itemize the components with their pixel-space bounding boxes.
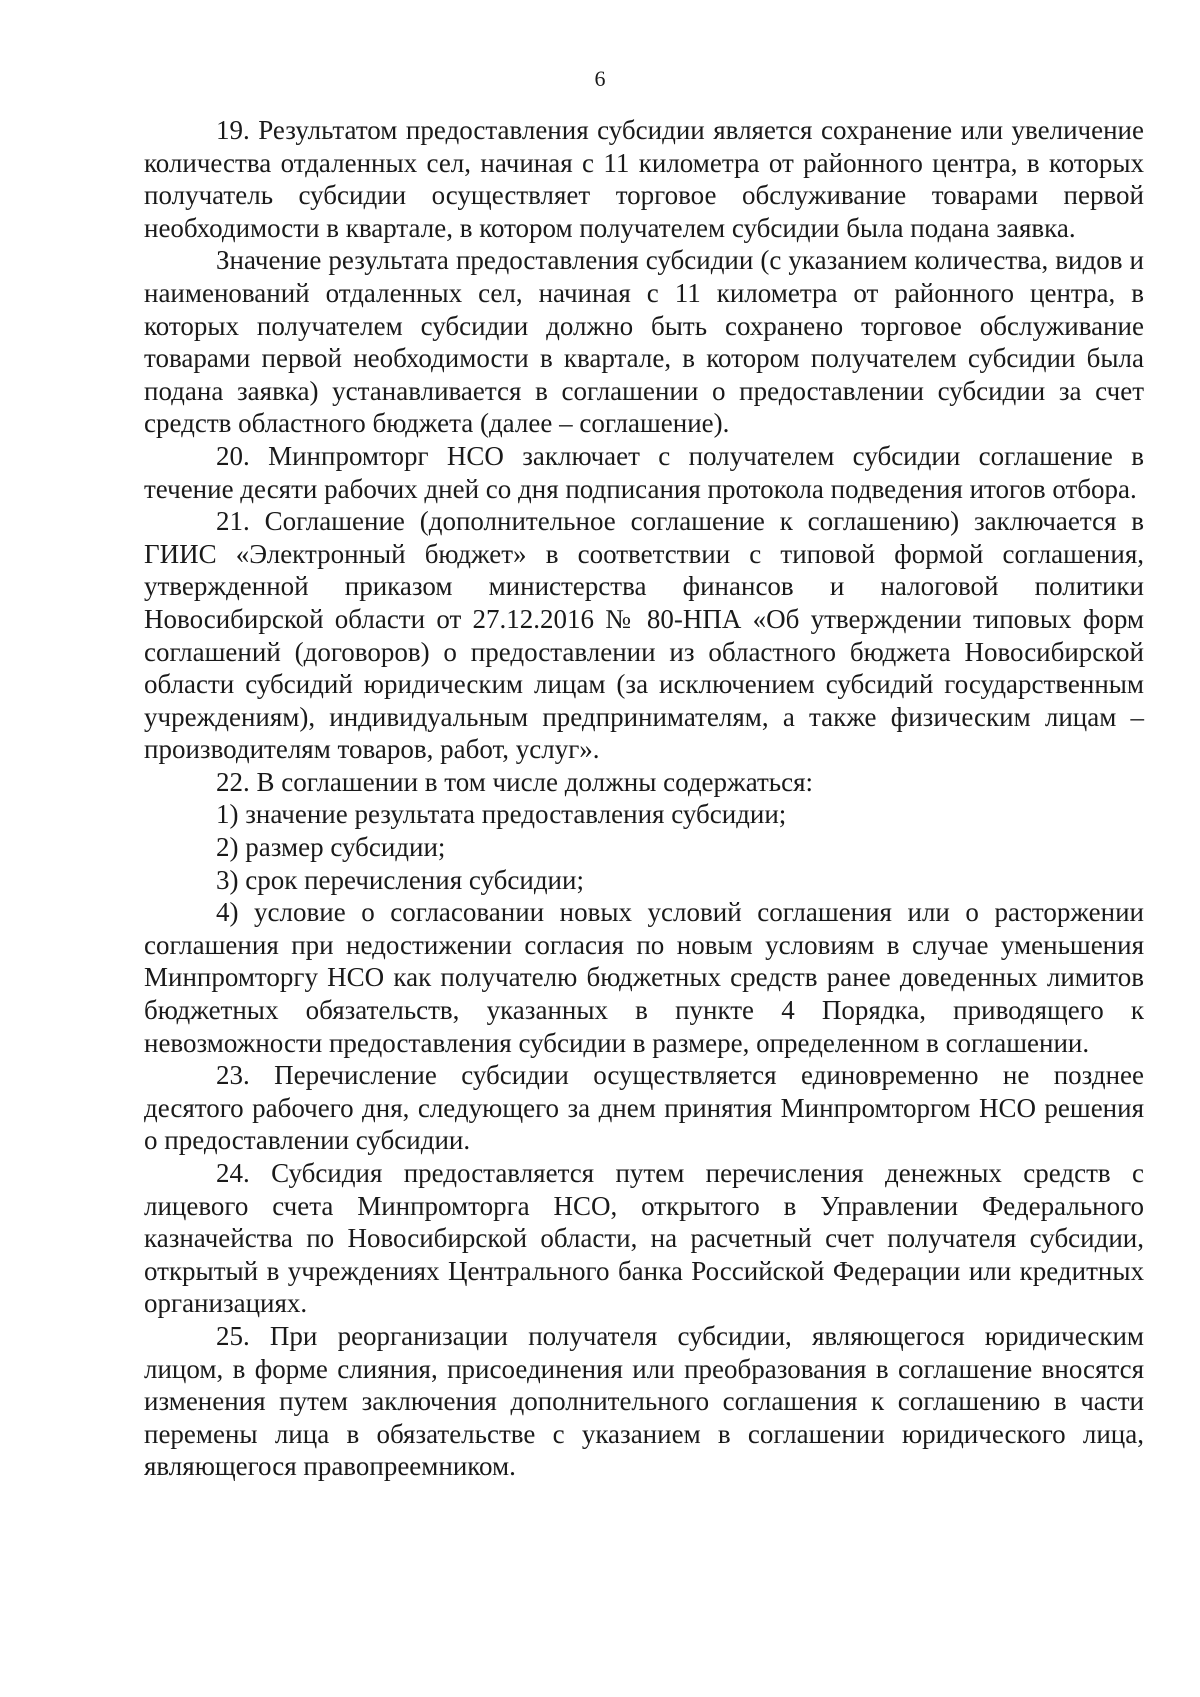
list-item-4: 4) условие о согласовании новых условий соглашения или о расторжении соглашения при недостижении согласия по новым условиям в случае уменьшения Минпромторгу НСО как получателю бюджетных средств ранее доведенных лимитов бюджетных обязательств, указанных в пункте 4 Порядка, приводящего к невозможности предоставления субсидии в размере, определенном в соглашении. <box>144 897 1144 1058</box>
paragraph-19: 19. Результатом предоставления субсидии является сохранение или увеличение количества отдаленных сел, начиная с 11 километра от районного центра, в которых получатель субсидии осуществляет торговое обслуживание товарами первой необходимости в квартале, в котором получателем субсидии была подана заявка. <box>144 115 1144 243</box>
paragraph-22: 22. В соглашении в том числе должны содержаться: <box>216 766 813 797</box>
paragraph-20: 20. Минпромторг НСО заключает с получателем субсидии соглашение в течение десяти рабочих дней со дня подписания протокола подведения итогов отбора. <box>144 440 1144 504</box>
paragraph-21: 21. Соглашение (дополнительное соглашение к соглашению) заключается в ГИИС «Электронный бюджет» в соответствии с типовой формой соглашения, утвержденной приказом министерства финансов и налоговой политики Новосибирской области от 27.12.2016 № 80-НПА «Об утверждении типовых форм соглашений (договоров) о предоставлении из областного бюджета Новосибирской области субсидий юридическим лицам (за исключением субсидий государственным учреждениям), индивидуальным предпринимателям, а также физическим лицам – производителям товаров, работ, услуг». <box>144 506 1144 765</box>
list-item-2: 2) размер субсидии; <box>216 832 446 863</box>
paragraph-19-result-value: Значение результата предоставления субсидии (с указанием количества, видов и наименований отдаленных сел, начиная с 11 километра от районного центра, в которых получателем субсидии должно быть сохранено торговое обслуживание товарами первой необходимости в квартале, в котором получателем субсидии была подана заявка) устанавливается в соглашении о предоставлении субсидии за счет средств областного бюджета (далее – соглашение). <box>144 245 1144 439</box>
paragraph-23: 23. Перечисление субсидии осуществляется единовременно не позднее десятого рабочего дня, следующего за днем принятия Минпромторгом НСО решения о предоставлении субсидии. <box>144 1060 1144 1156</box>
paragraph-25: 25. При реорганизации получателя субсидии, являющегося юридическим лицом, в форме слияния, присоединения или преобразования в соглашение вносятся изменения путем заключения дополнительного соглашения к соглашению в части перемены лица в обязательстве с указанием в соглашении юридического лица, являющегося правопреемником. <box>144 1320 1144 1482</box>
list-item-1: 1) значение результата предоставления субсидии; <box>216 799 787 830</box>
list-item-3: 3) срок перечисления субсидии; <box>216 864 584 895</box>
paragraph-24: 24. Субсидия предоставляется путем перечисления денежных средств с лицевого счета Минпромторга НСО, открытого в Управлении Федерального казначейства по Новосибирской области, на расчетный счет получателя субсидии, открытый в учреждениях Центрального банка Российской Федерации или кредитных организациях. <box>144 1158 1144 1319</box>
page-number: 6 <box>594 66 606 91</box>
document-body <box>144 114 1144 1483</box>
